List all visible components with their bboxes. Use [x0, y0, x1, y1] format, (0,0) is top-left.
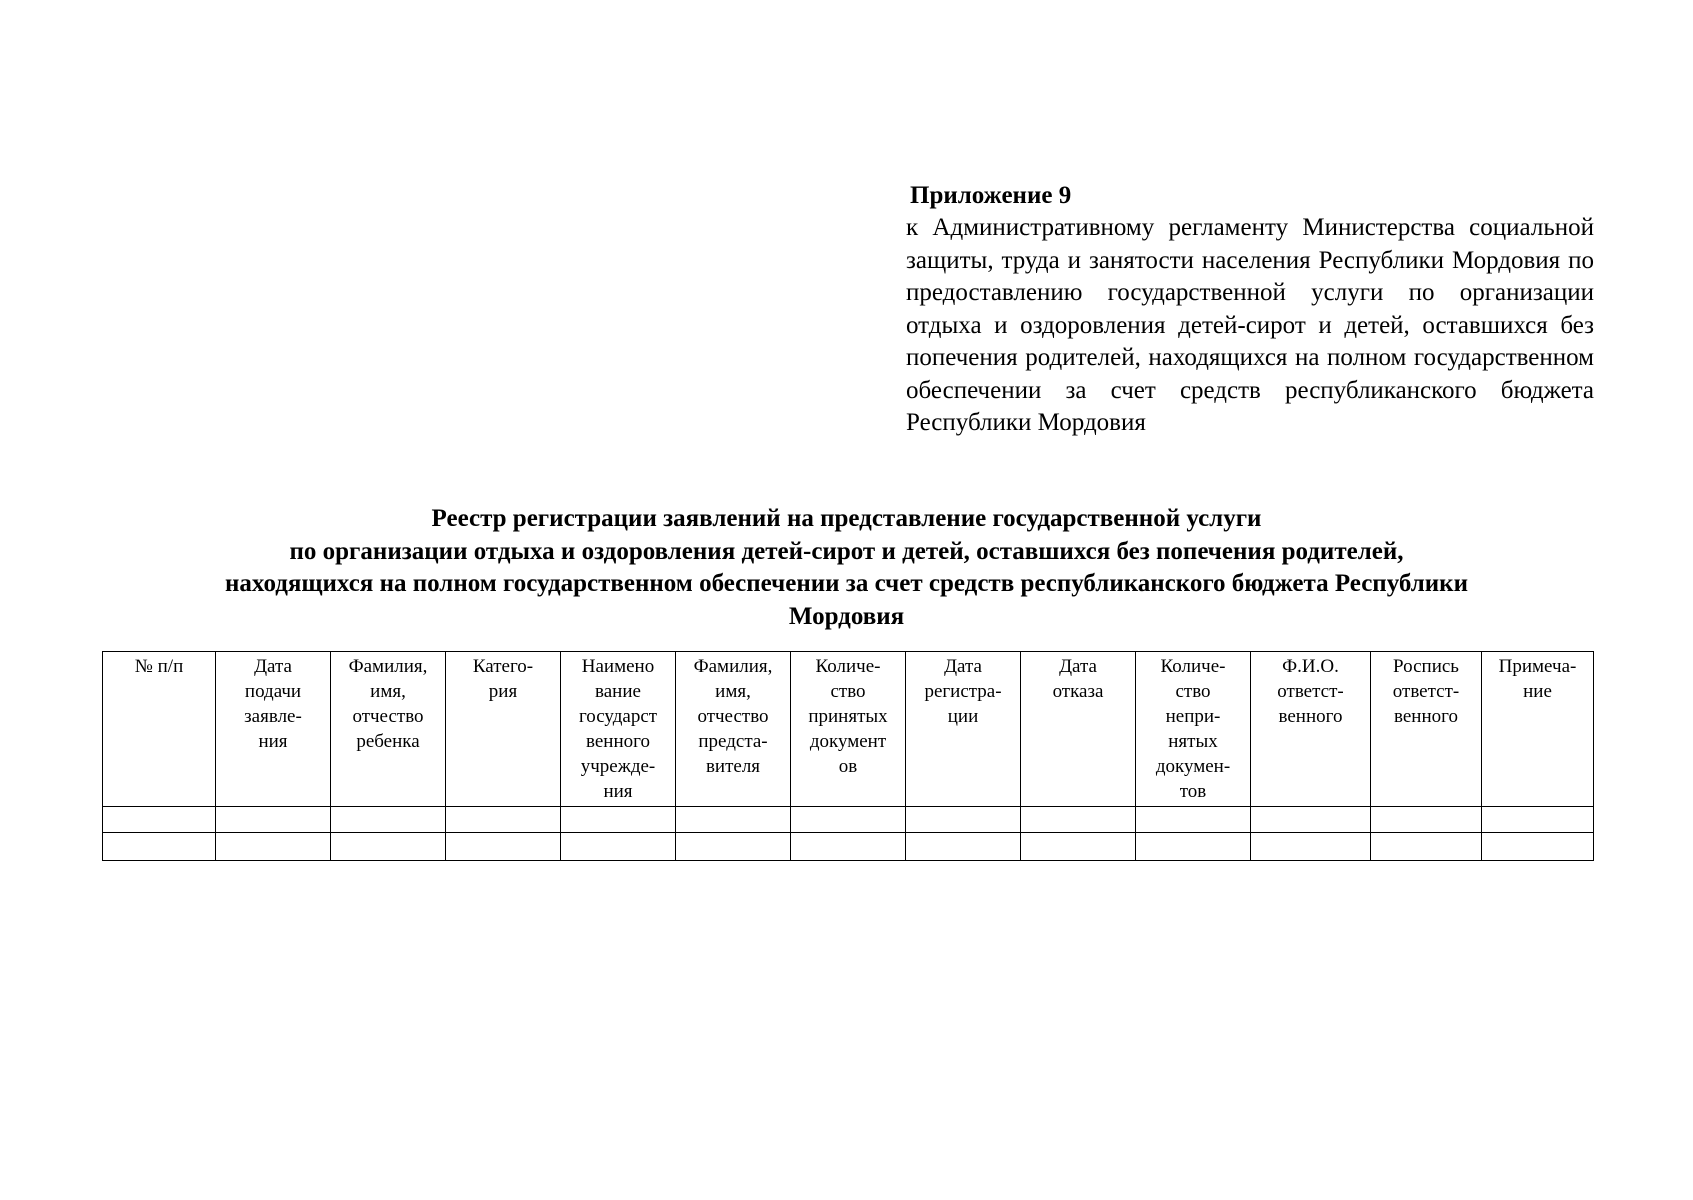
table-cell: [331, 833, 446, 861]
document-title-line: Мордовия: [788, 602, 905, 630]
table-cell: [906, 833, 1021, 861]
document-title-line: по организации отдыха и оздоровления детей-сирот и детей, оставшихся без попечения родителей,: [289, 537, 1404, 565]
table-cell: [1251, 833, 1371, 861]
appendix-title: Приложение 9: [910, 182, 1072, 209]
table-cell: [561, 807, 676, 833]
header-responsible-name: Ф.И.О. ответст- венного: [1251, 652, 1371, 807]
table-cell: [676, 807, 791, 833]
table-cell: [1021, 807, 1136, 833]
table-cell: [216, 807, 331, 833]
table-cell: [561, 833, 676, 861]
table-cell: [103, 807, 216, 833]
document-title-line: находящихся на полном государственном обеспечении за счет средств республиканского бюджета Республики: [225, 570, 1468, 597]
table-row: [103, 833, 1594, 861]
header-registration-date: Дата регистра- ции: [906, 652, 1021, 807]
table-cell: [1136, 807, 1251, 833]
table-cell: [1482, 807, 1594, 833]
table-cell: [791, 833, 906, 861]
header-institution-name: Наимено вание государст венного учрежде- ния: [561, 652, 676, 807]
table-row: [103, 807, 1594, 833]
appendix-body: к Административному регламенту Министерства социальной защиты, труда и занятости населения Республики Мордовия по предоставлению государственной услуги по организации отдыха и оздоровления детей-сирот и детей, оставшихся без попечения родителей, находящихся на полном государственном обеспечении за счет средств республиканского бюджета Республики Мордовия: [906, 214, 1594, 436]
table-cell: [1482, 833, 1594, 861]
table-cell: [216, 833, 331, 861]
appendix-block: [906, 180, 1594, 440]
table-cell: [791, 807, 906, 833]
header-child-name: Фамилия, имя, отчество ребенка: [331, 652, 446, 807]
table-cell: [331, 807, 446, 833]
table-cell: [446, 807, 561, 833]
header-refusal-date: Дата отказа: [1021, 652, 1136, 807]
table-cell: [1371, 807, 1482, 833]
header-category: Катего- рия: [446, 652, 561, 807]
table-cell: [906, 807, 1021, 833]
header-representative-name: Фамилия, имя, отчество предста- вителя: [676, 652, 791, 807]
table-cell: [676, 833, 791, 861]
header-number: № п/п: [103, 652, 216, 807]
header-application-date: Дата подачи заявле- ния: [216, 652, 331, 807]
header-responsible-signature: Роспись ответст- венного: [1371, 652, 1482, 807]
table-cell: [1371, 833, 1482, 861]
document-title: [100, 503, 1593, 633]
header-accepted-docs-count: Количе- ство принятых документ ов: [791, 652, 906, 807]
registry-table: [102, 651, 1594, 861]
table-cell: [446, 833, 561, 861]
table-cell: [103, 833, 216, 861]
table-cell: [1021, 833, 1136, 861]
table-cell: [1136, 833, 1251, 861]
document-title-line: Реестр регистрации заявлений на представление государственной услуги: [431, 505, 1262, 532]
table-header-row: [103, 652, 1594, 807]
header-note: Примеча- ние: [1482, 652, 1594, 807]
header-rejected-docs-count: Количе- ство непри- нятых докумен- тов: [1136, 652, 1251, 807]
table-cell: [1251, 807, 1371, 833]
